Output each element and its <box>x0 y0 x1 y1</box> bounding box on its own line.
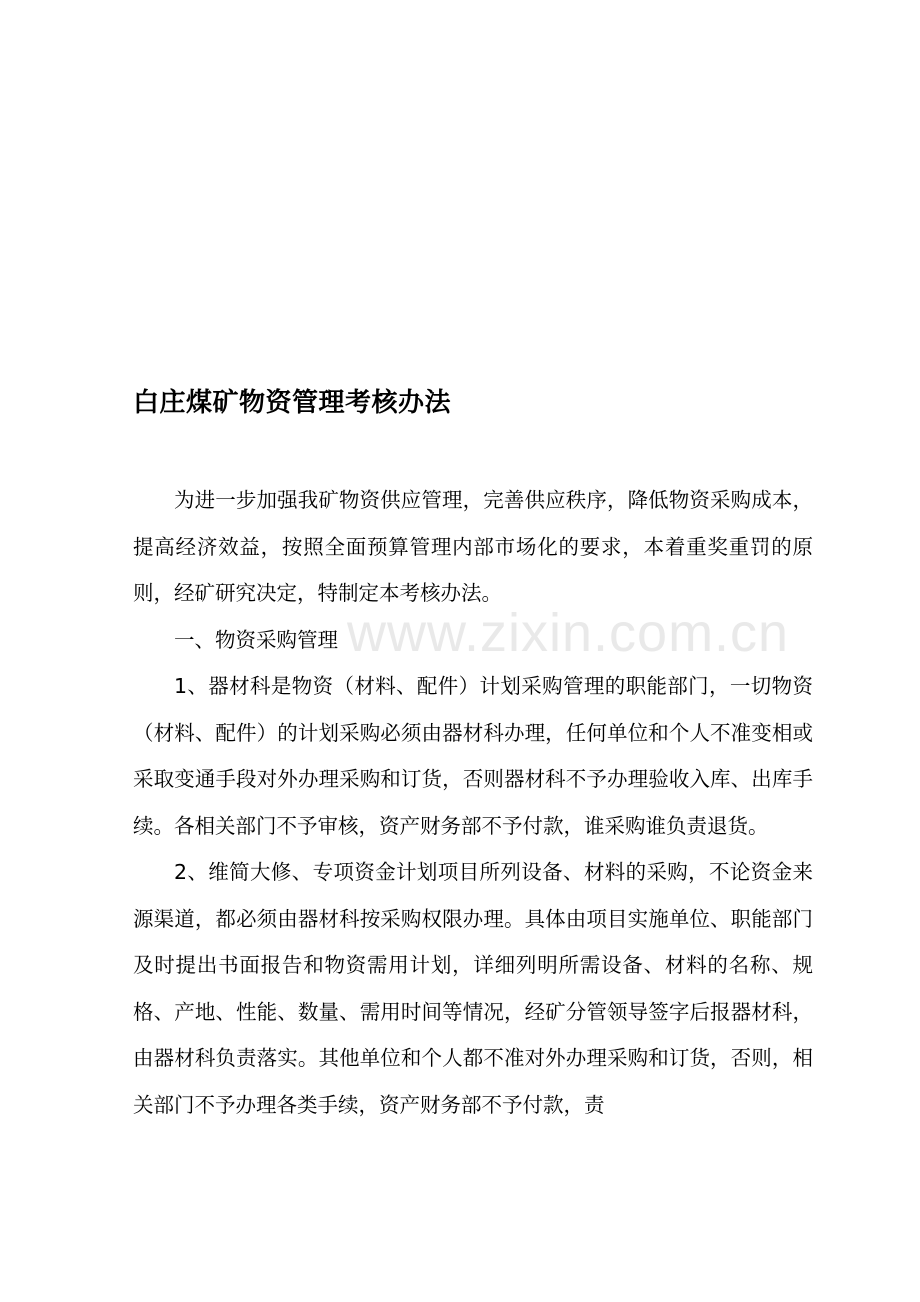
watermark: www.zixin.com.cn <box>347 603 790 663</box>
section-heading-procurement: 一、物资采购管理 <box>174 627 338 652</box>
document-body <box>133 477 813 1128</box>
paragraph-intro: 为进一步加强我矿物资供应管理，完善供应秩序，降低物资采购成本，提高经济效益，按照全面预算管理内部市场化的要求，本着重奖重罚的原则，经矿研究决定，特制定本考核办法。 <box>133 488 813 605</box>
document-title: 白庄煤矿物资管理考核办法 <box>133 388 452 418</box>
paragraph-item-1: 1、器材科是物资（材料、配件）计划采购管理的职能部门，一切物资（材料、配件）的计划采购必须由器材科办理，任何单位和个人不准变相或采取变通手段对外办理采购和订货，否则器材科不予办理验收入库、出库手续。各相关部门不予审核，资产财务部不予付款，谁采购谁负责退货。 <box>133 674 813 838</box>
paragraph-item-2: 2、维简大修、专项资金计划项目所列设备、材料的采购，不论资金来源渠道，都必须由器材科按采购权限办理。具体由项目实施单位、职能部门及时提出书面报告和物资需用计划，详细列明所需设备、材料的名称、规格、产地、性能、数量、需用时间等情况，经矿分管领导签字后报器材科，由器材科负责落实。其他单位和个人都不准对外办理采购和订货，否则，相关部门不予办理各类手续，资产财务部不予付款，责 <box>133 860 813 1117</box>
